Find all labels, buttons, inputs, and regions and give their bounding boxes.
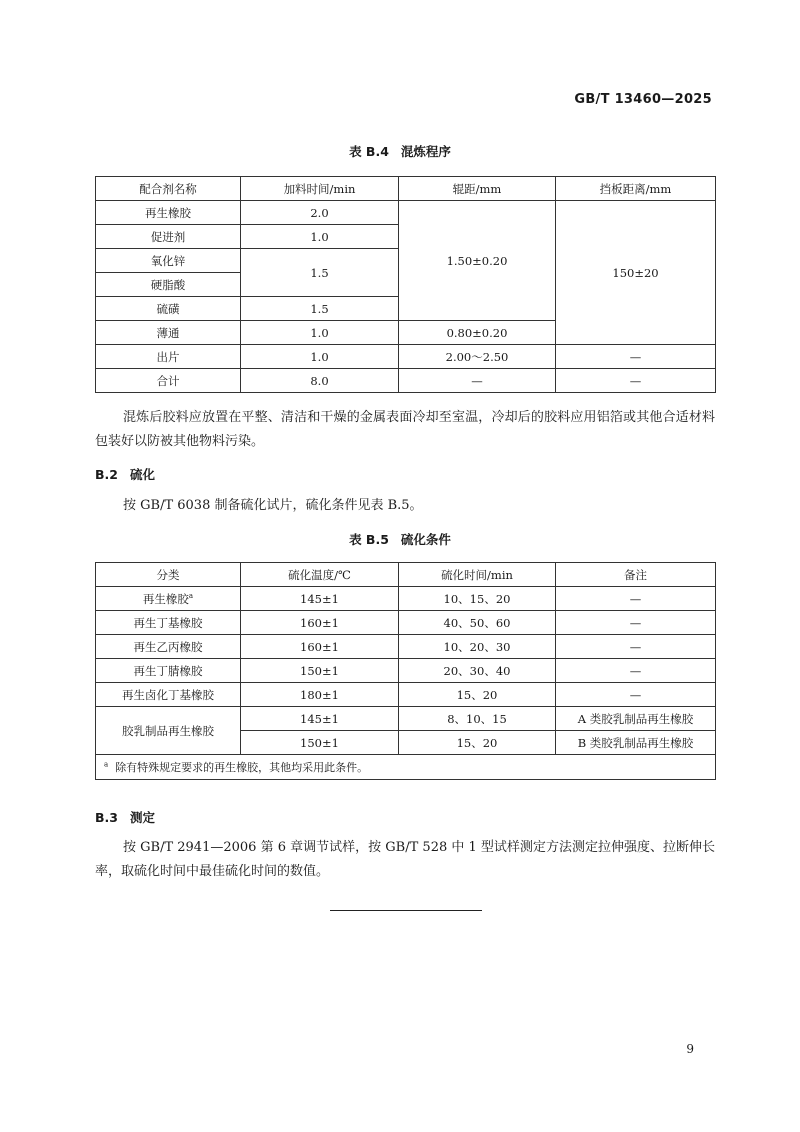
category-label: 再生橡胶 [142, 591, 189, 606]
table-cell [96, 587, 241, 611]
column-header: 挡板距离/mm [556, 177, 716, 201]
table-row [96, 201, 716, 225]
table-cell: 再生橡胶 [96, 201, 241, 225]
table-cell: A 类胶乳制品再生橡胶 [556, 707, 716, 731]
table-b4 [95, 176, 716, 393]
section-title: 硫化 [129, 467, 155, 482]
table-cell: 145±1 [241, 587, 399, 611]
table-row [96, 587, 716, 611]
table-b4-caption [0, 142, 800, 160]
table-row [96, 635, 716, 659]
section-b2-heading [95, 465, 155, 483]
table-cell: B 类胶乳制品再生橡胶 [556, 731, 716, 755]
table-cell: — [556, 587, 716, 611]
table-cell: 合计 [96, 369, 241, 393]
table-footnote [96, 755, 716, 780]
table-cell: 150±1 [241, 659, 399, 683]
paragraph-mixing-storage: 混炼后胶料应放置在平整、清洁和干燥的金属表面冷却至室温，冷却后的胶料应用铝箔或其他合适材料包装好以防被其他物料污染。 [95, 410, 715, 449]
table-cell: 氧化锌 [96, 249, 241, 273]
table-cell: 10、20、30 [399, 635, 556, 659]
section-title: 测定 [129, 810, 155, 825]
table-cell: — [556, 369, 716, 393]
column-header: 配合剂名称 [96, 177, 241, 201]
paragraph-measurement: 按 GB/T 2941—2006 第 6 章调节试样，按 GB/T 528 中 1 型试样测定方法测定拉伸强度、拉断伸长率，取硫化时间中最佳硫化时间的数值。 [95, 840, 715, 879]
table-header-row [96, 177, 716, 201]
table-cell: 10、15、20 [399, 587, 556, 611]
section-b3-heading [95, 808, 155, 826]
page-number: 9 [686, 1042, 694, 1056]
table-cell: 180±1 [241, 683, 399, 707]
table-row [96, 345, 716, 369]
table-cell: — [556, 611, 716, 635]
table-cell: 8、10、15 [399, 707, 556, 731]
table-b4-number: 表 B.4 [349, 144, 389, 159]
table-b5 [95, 562, 716, 780]
table-row [96, 683, 716, 707]
table-cell: — [556, 345, 716, 369]
table-cell: 160±1 [241, 635, 399, 659]
table-cell-merged-gap: 1.50±0.20 [399, 201, 556, 321]
table-cell: 0.80±0.20 [399, 321, 556, 345]
table-cell: — [556, 635, 716, 659]
table-cell: 15、20 [399, 731, 556, 755]
table-header-row [96, 563, 716, 587]
footnote-marker: a [104, 760, 109, 769]
table-cell: 15、20 [399, 683, 556, 707]
table-cell: 145±1 [241, 707, 399, 731]
table-row [96, 659, 716, 683]
table-row [96, 369, 716, 393]
table-cell: 1.0 [241, 345, 399, 369]
column-header: 加料时间/min [241, 177, 399, 201]
column-header: 硫化温度/℃ [241, 563, 399, 587]
table-cell: 再生卤化丁基橡胶 [96, 683, 241, 707]
table-cell: 1.5 [241, 249, 399, 297]
column-header: 备注 [556, 563, 716, 587]
table-cell: 再生乙丙橡胶 [96, 635, 241, 659]
table-b5-title: 硫化条件 [400, 532, 451, 547]
table-cell: 1.0 [241, 321, 399, 345]
table-cell: 薄通 [96, 321, 241, 345]
table-cell: 再生丁腈橡胶 [96, 659, 241, 683]
paragraph-vulcanization: 按 GB/T 6038 制备硫化试片，硫化条件见表 B.5。 [123, 498, 423, 513]
table-cell: 1.0 [241, 225, 399, 249]
table-cell: — [556, 683, 716, 707]
table-row [96, 611, 716, 635]
table-cell: 20、30、40 [399, 659, 556, 683]
table-cell: 促进剂 [96, 225, 241, 249]
column-header: 硫化时间/min [399, 563, 556, 587]
table-footnote-row [96, 755, 716, 780]
footnote-text: 除有特殊规定要求的再生橡胶，其他均采用此条件。 [115, 761, 369, 774]
table-cell: — [556, 659, 716, 683]
table-cell: 150±1 [241, 731, 399, 755]
table-cell: 8.0 [241, 369, 399, 393]
table-cell: 40、50、60 [399, 611, 556, 635]
table-cell: 胶乳制品再生橡胶 [96, 707, 241, 755]
table-cell: — [399, 369, 556, 393]
standard-code-header: GB/T 13460—2025 [574, 92, 712, 107]
table-row [96, 707, 716, 731]
section-number: B.3 [95, 810, 118, 825]
table-cell: 2.0 [241, 201, 399, 225]
table-cell-merged-baffle: 150±20 [556, 201, 716, 345]
table-cell: 2.00～2.50 [399, 345, 556, 369]
table-b4-title: 混炼程序 [400, 144, 451, 159]
table-cell: 1.5 [241, 297, 399, 321]
table-cell: 硬脂酸 [96, 273, 241, 297]
column-header: 辊距/mm [399, 177, 556, 201]
footnote-marker: a [188, 591, 194, 600]
table-cell: 硫磺 [96, 297, 241, 321]
table-cell: 160±1 [241, 611, 399, 635]
table-cell: 出片 [96, 345, 241, 369]
section-number: B.2 [95, 467, 118, 482]
column-header: 分类 [96, 563, 241, 587]
table-b5-number: 表 B.5 [349, 532, 389, 547]
table-b5-caption [0, 530, 800, 548]
table-cell: 再生丁基橡胶 [96, 611, 241, 635]
end-of-document-rule [330, 910, 482, 911]
